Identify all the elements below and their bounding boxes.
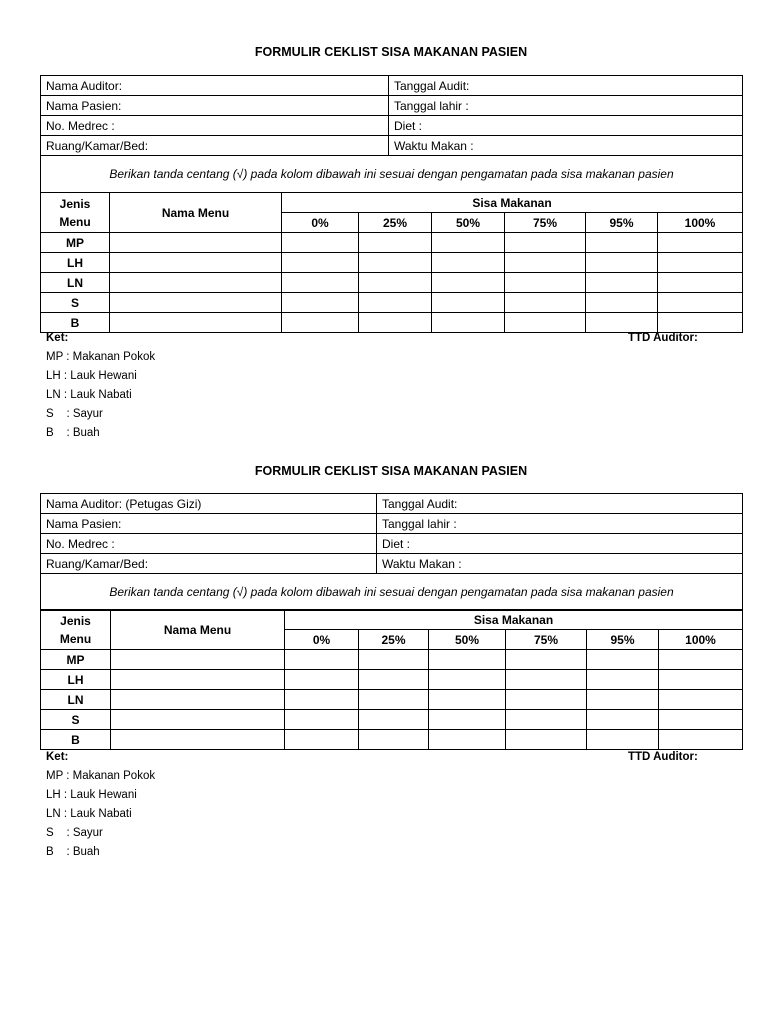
patient-info-table (40, 493, 743, 611)
check-cell[interactable] (505, 233, 586, 253)
check-cell[interactable] (429, 650, 506, 670)
check-cell[interactable] (359, 710, 429, 730)
check-cell[interactable] (659, 650, 743, 670)
check-cell[interactable] (505, 293, 586, 313)
table-row (41, 273, 743, 293)
percent-header-95: 95% (586, 213, 658, 233)
check-cell[interactable] (505, 313, 586, 333)
jenis-menu-line2: Menu (59, 631, 92, 646)
check-cell[interactable] (432, 253, 505, 273)
nama-menu-header: Nama Menu (110, 193, 282, 233)
table-row (41, 253, 743, 273)
sisa-makanan-header: Sisa Makanan (282, 193, 743, 213)
check-cell[interactable] (432, 273, 505, 293)
check-cell[interactable] (359, 253, 432, 273)
table-row (41, 293, 743, 313)
check-cell[interactable] (659, 690, 743, 710)
check-cell[interactable] (285, 710, 359, 730)
auditor-name-field[interactable]: Nama Auditor: (41, 76, 389, 96)
check-cell[interactable] (505, 253, 586, 273)
check-cell[interactable] (506, 670, 587, 690)
legend-item: LH : Lauk Hewani (46, 370, 137, 382)
jenis-menu-line1: Jenis (60, 613, 91, 628)
check-cell[interactable] (359, 313, 432, 333)
check-cell[interactable] (429, 710, 506, 730)
menu-name-cell[interactable] (111, 690, 285, 710)
birth-date-field[interactable]: Tanggal lahir : (389, 96, 743, 116)
check-cell[interactable] (359, 650, 429, 670)
check-cell[interactable] (659, 670, 743, 690)
jenis-menu-header (41, 610, 111, 650)
check-cell[interactable] (285, 650, 359, 670)
percent-header-75: 75% (505, 213, 586, 233)
row-label: S (41, 293, 110, 313)
check-cell[interactable] (658, 293, 743, 313)
jenis-menu-line1: Jenis (59, 196, 91, 211)
jenis-menu-line2: Menu (59, 214, 91, 229)
legend-item: LH : Lauk Hewani (46, 789, 137, 801)
percent-header-95: 95% (587, 630, 659, 650)
check-cell[interactable] (432, 233, 505, 253)
percent-header-50: 50% (432, 213, 505, 233)
medrec-number-field[interactable]: No. Medrec : (41, 534, 377, 554)
check-cell[interactable] (586, 233, 658, 253)
table-row (41, 710, 743, 730)
check-cell[interactable] (659, 730, 743, 750)
check-cell[interactable] (587, 690, 659, 710)
check-cell[interactable] (658, 273, 743, 293)
food-waste-grid (40, 609, 743, 750)
legend-item: S : Sayur (46, 408, 103, 420)
patient-name-field[interactable]: Nama Pasien: (41, 514, 377, 534)
table-row (41, 730, 743, 750)
check-cell[interactable] (429, 730, 506, 750)
instruction-text: Berikan tanda centang (√) pada kolom dibawah ini sesuai dengan pengamatan pada sisa makanan pasien (41, 156, 743, 193)
menu-name-cell[interactable] (111, 710, 285, 730)
percent-header-0: 0% (285, 630, 359, 650)
diet-field[interactable]: Diet : (377, 534, 743, 554)
form-title: FORMULIR CEKLIST SISA MAKANAN PASIEN (254, 45, 528, 59)
check-cell[interactable] (359, 233, 432, 253)
birth-date-field[interactable]: Tanggal lahir : (377, 514, 743, 534)
check-cell[interactable] (586, 293, 658, 313)
check-cell[interactable] (587, 650, 659, 670)
check-cell[interactable] (506, 650, 587, 670)
meal-time-field[interactable]: Waktu Makan : (377, 554, 743, 574)
check-cell[interactable] (285, 670, 359, 690)
meal-time-field[interactable]: Waktu Makan : (389, 136, 743, 156)
menu-name-cell[interactable] (110, 233, 282, 253)
patient-name-field[interactable]: Nama Pasien: (41, 96, 389, 116)
check-cell[interactable] (359, 690, 429, 710)
check-cell[interactable] (587, 670, 659, 690)
table-row (41, 233, 743, 253)
legend-item: LN : Lauk Nabati (46, 389, 132, 401)
percent-header-25: 25% (359, 630, 429, 650)
check-cell[interactable] (506, 690, 587, 710)
legend-item: B : Buah (46, 427, 100, 439)
sisa-makanan-header: Sisa Makanan (285, 610, 743, 630)
legend-item: MP : Makanan Pokok (46, 770, 156, 782)
auditor-signature-label: TTD Auditor: (628, 751, 698, 763)
room-bed-field[interactable]: Ruang/Kamar/Bed: (41, 136, 389, 156)
check-cell[interactable] (282, 313, 359, 333)
row-label: B (41, 313, 110, 333)
room-bed-field[interactable]: Ruang/Kamar/Bed: (41, 554, 377, 574)
row-label: LN (41, 690, 111, 710)
audit-date-field[interactable]: Tanggal Audit: (377, 494, 743, 514)
check-cell[interactable] (586, 273, 658, 293)
legend-title: Ket: (46, 751, 69, 763)
food-waste-grid (40, 192, 743, 333)
menu-name-cell[interactable] (111, 650, 285, 670)
row-label: LH (41, 253, 110, 273)
check-cell[interactable] (282, 233, 359, 253)
diet-field[interactable]: Diet : (389, 116, 743, 136)
check-cell[interactable] (282, 273, 359, 293)
legend (46, 748, 155, 862)
row-label: LH (41, 670, 111, 690)
legend-item: MP : Makanan Pokok (46, 351, 156, 363)
auditor-signature-label: TTD Auditor: (628, 332, 698, 344)
check-cell[interactable] (506, 710, 587, 730)
check-cell[interactable] (658, 233, 743, 253)
row-label: MP (41, 233, 110, 253)
check-cell[interactable] (359, 293, 432, 313)
legend-item: S : Sayur (46, 827, 103, 839)
check-cell[interactable] (359, 670, 429, 690)
check-cell[interactable] (359, 730, 429, 750)
legend (46, 329, 155, 443)
check-cell[interactable] (586, 253, 658, 273)
check-cell[interactable] (282, 293, 359, 313)
table-row (41, 670, 743, 690)
auditor-name-field[interactable]: Nama Auditor: (Petugas Gizi) (41, 494, 377, 514)
check-cell[interactable] (429, 670, 506, 690)
legend-title: Ket: (46, 332, 69, 344)
check-cell[interactable] (429, 690, 506, 710)
check-cell[interactable] (587, 710, 659, 730)
percent-header-25: 25% (359, 213, 432, 233)
check-cell[interactable] (658, 253, 743, 273)
legend-item: LN : Lauk Nabati (46, 808, 132, 820)
check-cell[interactable] (506, 730, 587, 750)
check-cell[interactable] (432, 293, 505, 313)
patient-info-table (40, 75, 743, 193)
check-cell[interactable] (432, 313, 505, 333)
row-label: LN (41, 273, 110, 293)
percent-header-0: 0% (282, 213, 359, 233)
medrec-number-field[interactable]: No. Medrec : (41, 116, 389, 136)
menu-name-cell[interactable] (111, 730, 285, 750)
menu-name-cell[interactable] (110, 253, 282, 273)
check-cell[interactable] (285, 690, 359, 710)
jenis-menu-header (41, 193, 110, 233)
table-row (41, 690, 743, 710)
percent-header-100: 100% (658, 213, 743, 233)
percent-header-100: 100% (659, 630, 743, 650)
form-title: FORMULIR CEKLIST SISA MAKANAN PASIEN (254, 464, 528, 478)
check-cell[interactable] (285, 730, 359, 750)
legend-item: B : Buah (46, 846, 100, 858)
instruction-text: Berikan tanda centang (√) pada kolom dibawah ini sesuai dengan pengamatan pada sisa makanan pasien (41, 574, 743, 611)
menu-name-cell[interactable] (110, 293, 282, 313)
check-cell[interactable] (505, 273, 586, 293)
percent-header-75: 75% (506, 630, 587, 650)
audit-date-field[interactable]: Tanggal Audit: (389, 76, 743, 96)
check-cell[interactable] (359, 273, 432, 293)
table-row (41, 650, 743, 670)
row-label: B (41, 730, 111, 750)
check-cell[interactable] (282, 253, 359, 273)
nama-menu-header: Nama Menu (111, 610, 285, 650)
menu-name-cell[interactable] (110, 273, 282, 293)
percent-header-50: 50% (429, 630, 506, 650)
check-cell[interactable] (659, 710, 743, 730)
row-label: MP (41, 650, 111, 670)
check-cell[interactable] (587, 730, 659, 750)
row-label: S (41, 710, 111, 730)
menu-name-cell[interactable] (111, 670, 285, 690)
